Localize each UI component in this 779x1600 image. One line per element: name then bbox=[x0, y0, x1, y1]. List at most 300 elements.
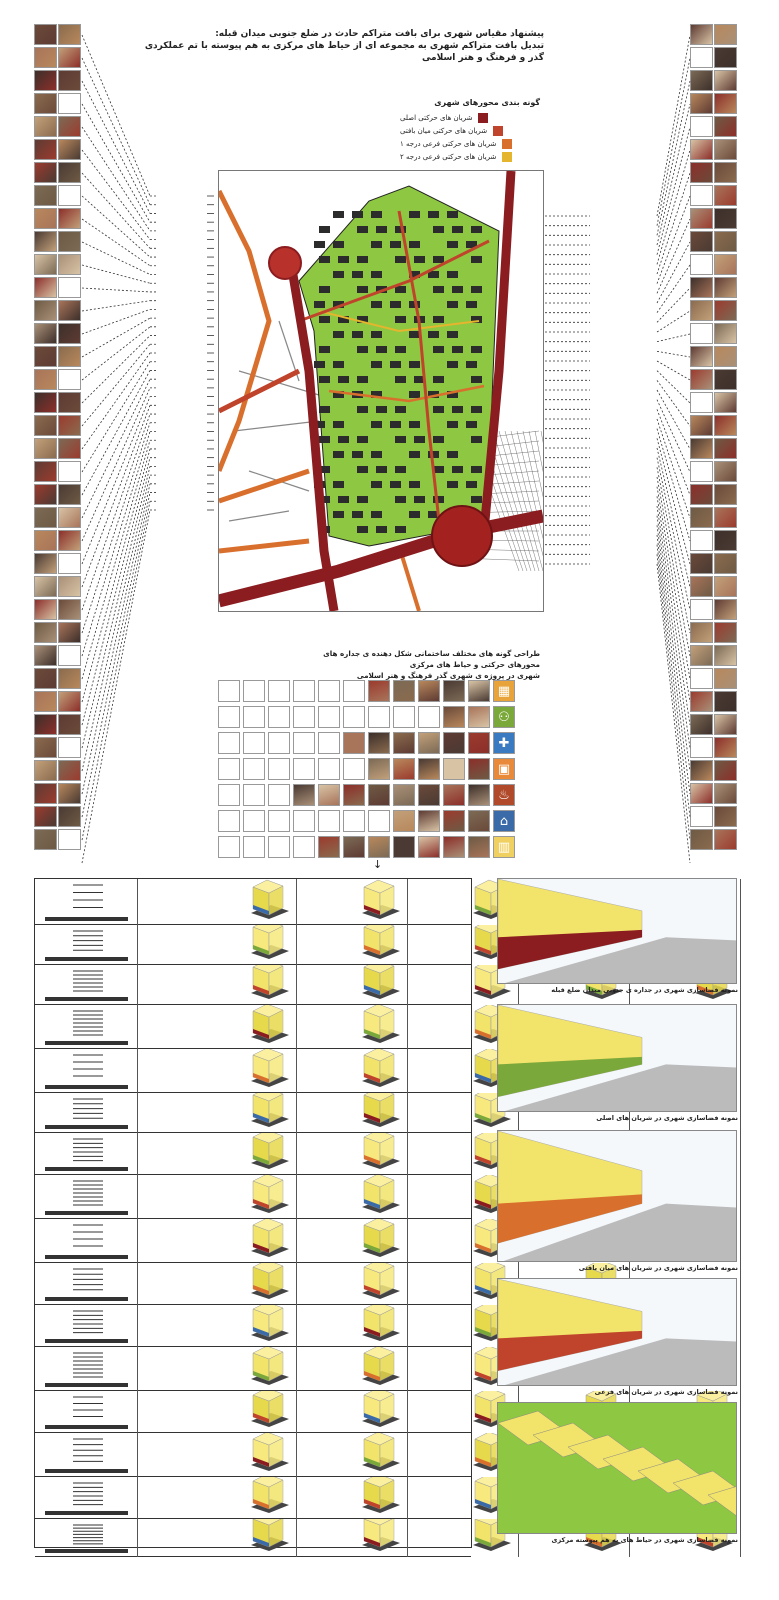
map-building bbox=[447, 361, 458, 368]
map-building bbox=[338, 256, 349, 263]
section-diagram bbox=[35, 1477, 138, 1519]
empty-photo-slot bbox=[268, 706, 290, 728]
map-building bbox=[333, 451, 344, 458]
building-type-model bbox=[352, 1219, 408, 1263]
street-perspective-render bbox=[497, 1130, 737, 1262]
map-building bbox=[447, 481, 458, 488]
map-building bbox=[333, 241, 344, 248]
table-row bbox=[35, 1133, 471, 1175]
map-building bbox=[352, 211, 363, 218]
map-building bbox=[471, 346, 482, 353]
table-row bbox=[35, 1347, 471, 1391]
empty-photo-slot bbox=[343, 706, 365, 728]
medical-icon: ✚ bbox=[493, 732, 515, 754]
map-building bbox=[314, 361, 325, 368]
map-building bbox=[376, 226, 387, 233]
empty-photo-slot bbox=[418, 706, 440, 728]
map-building bbox=[376, 526, 387, 533]
map-building bbox=[357, 496, 368, 503]
building-type-model bbox=[241, 1305, 297, 1347]
building-type-model bbox=[352, 1093, 408, 1133]
map-building bbox=[333, 361, 344, 368]
map-building bbox=[376, 406, 387, 413]
empty-photo-slot bbox=[293, 836, 315, 858]
map-building bbox=[371, 511, 382, 518]
shop-icon: ▦ bbox=[493, 680, 515, 702]
function-photo bbox=[368, 758, 390, 780]
empty-photo-slot bbox=[343, 810, 365, 832]
function-photo bbox=[443, 758, 465, 780]
table-row bbox=[35, 1433, 471, 1477]
legend-item bbox=[400, 124, 540, 137]
map-roundabout bbox=[432, 506, 492, 566]
function-photo bbox=[393, 758, 415, 780]
empty-photo-slot bbox=[268, 680, 290, 702]
table-row bbox=[35, 925, 471, 965]
map-building bbox=[371, 361, 382, 368]
empty-photo-slot bbox=[218, 732, 240, 754]
section-diagram bbox=[35, 1347, 138, 1391]
site-map bbox=[218, 170, 544, 612]
section-diagram bbox=[35, 1519, 138, 1557]
building-type-model bbox=[241, 1347, 297, 1391]
empty-photo-slot bbox=[293, 680, 315, 702]
leader-line bbox=[82, 484, 150, 794]
map-building bbox=[395, 376, 406, 383]
empty-photo-slot bbox=[218, 784, 240, 806]
function-photo bbox=[468, 836, 490, 858]
building-type-model bbox=[241, 1133, 297, 1175]
building-type-model bbox=[352, 1347, 408, 1391]
empty-photo-slot bbox=[218, 680, 240, 702]
function-photo bbox=[468, 732, 490, 754]
street-perspective-render bbox=[497, 1402, 737, 1534]
function-photo bbox=[443, 810, 465, 832]
leader-line bbox=[657, 554, 690, 840]
function-photo bbox=[318, 836, 340, 858]
map-building bbox=[371, 241, 382, 248]
building-type-model bbox=[352, 1477, 408, 1519]
building-type-model bbox=[352, 1519, 408, 1557]
function-photo bbox=[293, 784, 315, 806]
empty-photo-slot bbox=[243, 732, 265, 754]
empty-photo-slot bbox=[243, 706, 265, 728]
function-photo bbox=[443, 706, 465, 728]
function-photo bbox=[368, 680, 390, 702]
empty-photo-slot bbox=[293, 706, 315, 728]
empty-photo-slot bbox=[243, 680, 265, 702]
map-building bbox=[319, 436, 330, 443]
empty-photo-slot bbox=[318, 758, 340, 780]
map-building bbox=[357, 286, 368, 293]
leader-line bbox=[82, 353, 150, 449]
leader-line bbox=[82, 344, 150, 426]
map-building bbox=[357, 226, 368, 233]
map-building bbox=[409, 391, 420, 398]
leader-line bbox=[657, 429, 690, 541]
building-type-model bbox=[352, 1049, 408, 1093]
function-photo bbox=[393, 680, 415, 702]
building-type-model bbox=[352, 1175, 408, 1219]
table-row bbox=[35, 1219, 471, 1263]
leader-line bbox=[82, 493, 150, 817]
map-building bbox=[433, 436, 444, 443]
map-building bbox=[371, 301, 382, 308]
building-type-model bbox=[352, 925, 408, 965]
building-type-model bbox=[241, 879, 297, 925]
map-building bbox=[371, 271, 382, 278]
table-row bbox=[35, 879, 471, 925]
empty-photo-slot bbox=[318, 680, 340, 702]
map-building bbox=[352, 271, 363, 278]
restaurant-icon: ♨ bbox=[493, 784, 515, 806]
map-building bbox=[409, 331, 420, 338]
building-type-model bbox=[352, 1263, 408, 1305]
map-building bbox=[433, 346, 444, 353]
map-building bbox=[471, 376, 482, 383]
section-diagram bbox=[35, 1133, 138, 1175]
map-building bbox=[338, 436, 349, 443]
map-building bbox=[433, 226, 444, 233]
legend-item-label: شریان های حرکتی فرعی درجه ۱ bbox=[400, 139, 497, 148]
empty-photo-slot bbox=[343, 680, 365, 702]
gallery-icon: ▣ bbox=[493, 758, 515, 780]
map-building bbox=[471, 226, 482, 233]
empty-photo-slot bbox=[318, 706, 340, 728]
table-row bbox=[35, 1049, 471, 1093]
empty-photo-slot bbox=[293, 732, 315, 754]
map-building bbox=[357, 406, 368, 413]
legend-item-label: شریان های حرکتی اصلی bbox=[400, 113, 473, 122]
legend-item bbox=[400, 111, 540, 124]
legend-item-label: شریان های حرکتی میان بافتی bbox=[400, 126, 488, 135]
empty-photo-slot bbox=[293, 758, 315, 780]
building-type-model bbox=[352, 1005, 408, 1049]
map-building bbox=[357, 526, 368, 533]
section-diagram bbox=[35, 1219, 138, 1263]
leader-line bbox=[82, 288, 150, 292]
leader-line bbox=[82, 309, 150, 334]
map-building bbox=[433, 316, 444, 323]
map-building bbox=[371, 211, 382, 218]
empty-photo-slot bbox=[268, 758, 290, 780]
map-building bbox=[452, 226, 463, 233]
map-building bbox=[409, 361, 420, 368]
down-arrow: ↓ bbox=[373, 858, 383, 871]
leader-line bbox=[657, 545, 690, 817]
street-perspective-render bbox=[497, 878, 737, 984]
map-building bbox=[338, 376, 349, 383]
map-building bbox=[319, 226, 330, 233]
section-diagram bbox=[35, 1433, 138, 1477]
function-photo bbox=[368, 784, 390, 806]
map-building bbox=[357, 346, 368, 353]
function-photo bbox=[468, 810, 490, 832]
map-building bbox=[333, 331, 344, 338]
function-photo bbox=[443, 784, 465, 806]
table-row bbox=[35, 1005, 471, 1049]
map-building bbox=[414, 256, 425, 263]
empty-photo-slot bbox=[318, 810, 340, 832]
leader-line bbox=[657, 351, 690, 357]
function-photo bbox=[368, 732, 390, 754]
building-type-model bbox=[352, 1433, 408, 1477]
leader-line bbox=[82, 510, 150, 863]
building-type-model bbox=[352, 1391, 408, 1433]
table-row bbox=[35, 1519, 471, 1557]
map-building bbox=[371, 331, 382, 338]
map-building bbox=[390, 301, 401, 308]
map-building bbox=[433, 286, 444, 293]
map-building bbox=[319, 286, 330, 293]
map-roundabout bbox=[269, 247, 301, 279]
leader-line bbox=[82, 362, 150, 472]
empty-photo-slot bbox=[343, 758, 365, 780]
render-caption: نمونه فضاسازی شهری در شریان های اصلی bbox=[596, 1114, 738, 1122]
empty-photo-slot bbox=[243, 836, 265, 858]
map-building bbox=[447, 211, 458, 218]
leader-line bbox=[82, 265, 150, 283]
map-building bbox=[357, 256, 368, 263]
empty-photo-slot bbox=[268, 810, 290, 832]
leader-line bbox=[657, 525, 690, 771]
section-diagram bbox=[35, 879, 138, 925]
legend-swatch bbox=[493, 126, 503, 136]
function-photo bbox=[418, 810, 440, 832]
section-diagram bbox=[35, 1391, 138, 1433]
leader-line bbox=[82, 35, 150, 196]
map-building bbox=[395, 316, 406, 323]
section-diagram bbox=[35, 1175, 138, 1219]
map-building bbox=[395, 436, 406, 443]
leader-line bbox=[82, 318, 150, 357]
map-building bbox=[466, 361, 477, 368]
map-building bbox=[376, 346, 387, 353]
leader-line bbox=[657, 458, 690, 610]
leader-line bbox=[82, 242, 150, 275]
map-building bbox=[333, 481, 344, 488]
leader-line bbox=[82, 301, 150, 311]
render-caption: نمونه فضاسازی شهری در شریان های میان بافتی bbox=[578, 1264, 738, 1272]
building-type-model bbox=[241, 1175, 297, 1219]
map-building bbox=[452, 286, 463, 293]
map-building bbox=[352, 451, 363, 458]
map-building bbox=[452, 406, 463, 413]
map-building bbox=[447, 421, 458, 428]
function-photo bbox=[343, 784, 365, 806]
function-photo bbox=[343, 732, 365, 754]
leader-line bbox=[657, 219, 690, 293]
building-type-model bbox=[241, 1391, 297, 1433]
map-building bbox=[471, 496, 482, 503]
leader-line bbox=[657, 438, 690, 564]
building-type-model bbox=[241, 1263, 297, 1305]
section-diagram bbox=[35, 965, 138, 1005]
map-building bbox=[471, 436, 482, 443]
leader-line bbox=[657, 400, 690, 472]
map-building bbox=[333, 511, 344, 518]
function-photo bbox=[468, 784, 490, 806]
leader-line bbox=[82, 397, 150, 564]
legend-item bbox=[400, 137, 540, 150]
map-building bbox=[428, 211, 439, 218]
map-building bbox=[447, 241, 458, 248]
leader-line bbox=[82, 501, 150, 840]
empty-photo-slot bbox=[243, 784, 265, 806]
map-building bbox=[352, 331, 363, 338]
building-types-table bbox=[34, 878, 472, 1548]
map-building bbox=[390, 421, 401, 428]
map-building bbox=[333, 421, 344, 428]
function-photo bbox=[418, 680, 440, 702]
section-description-line-1: طراحی گونه های مختلف ساختمانی شکل دهنده ی جداره های محورهای حرکتی و حیاط های مرکزی bbox=[323, 649, 540, 669]
hotel-icon: ▥ bbox=[493, 836, 515, 858]
header-line-2: تبدیل بافت متراکم شهری به مجموعه ای از حیاط های مرکزی به هم پیوسته با تم عملکردی bbox=[144, 41, 544, 51]
header-line-1: پیشنهاد مقیاس شهری برای بافت متراکم حادث در ضلع جنوبی میدان قبله: bbox=[215, 29, 544, 39]
leader-line bbox=[82, 173, 150, 248]
legend-swatch bbox=[502, 139, 512, 149]
map-building bbox=[319, 376, 330, 383]
function-photo bbox=[318, 784, 340, 806]
function-photo bbox=[393, 810, 415, 832]
empty-photo-slot bbox=[318, 732, 340, 754]
map-building bbox=[371, 451, 382, 458]
table-row bbox=[35, 1093, 471, 1133]
empty-photo-slot bbox=[393, 706, 415, 728]
home-icon: ⌂ bbox=[493, 810, 515, 832]
building-type-model bbox=[352, 965, 408, 1005]
leader-line bbox=[657, 58, 690, 226]
map-building bbox=[357, 466, 368, 473]
empty-photo-slot bbox=[218, 758, 240, 780]
section-diagram bbox=[35, 925, 138, 965]
map-building bbox=[447, 331, 458, 338]
building-type-model bbox=[352, 1133, 408, 1175]
legend-swatch bbox=[502, 152, 512, 162]
render-caption: نمونه فضاسازی شهری در حیاط های به هم پیوسته مرکزی bbox=[551, 1536, 738, 1544]
map-building bbox=[357, 436, 368, 443]
leader-line bbox=[82, 81, 150, 213]
leader-line bbox=[657, 334, 690, 342]
table-row bbox=[35, 1391, 471, 1433]
building-type-model bbox=[241, 1049, 297, 1093]
empty-photo-slot bbox=[268, 732, 290, 754]
legend-item-label: شریان های حرکتی فرعی درجه ۲ bbox=[400, 152, 497, 161]
leader-line bbox=[657, 81, 690, 235]
street-perspective-render bbox=[497, 1278, 737, 1386]
function-photo bbox=[418, 784, 440, 806]
leader-line bbox=[82, 127, 150, 231]
function-photo bbox=[468, 680, 490, 702]
map-building bbox=[376, 466, 387, 473]
map-building bbox=[433, 376, 444, 383]
map-building bbox=[319, 346, 330, 353]
empty-photo-slot bbox=[243, 758, 265, 780]
leader-line bbox=[82, 327, 150, 380]
leader-line bbox=[657, 150, 690, 264]
leader-line bbox=[82, 449, 150, 702]
empty-photo-slot bbox=[218, 810, 240, 832]
leader-line bbox=[82, 423, 150, 633]
render-caption: نمونه فضاسازی شهری در جداره ی جنوبی میدان ضلع قبله bbox=[551, 986, 738, 994]
empty-photo-slot bbox=[293, 810, 315, 832]
function-photo bbox=[343, 836, 365, 858]
empty-photo-slot bbox=[268, 784, 290, 806]
leader-line bbox=[82, 58, 150, 205]
map-building bbox=[409, 211, 420, 218]
map-building bbox=[447, 451, 458, 458]
map-building bbox=[452, 346, 463, 353]
map-building bbox=[371, 481, 382, 488]
section-diagram bbox=[35, 1005, 138, 1049]
function-photo bbox=[468, 758, 490, 780]
empty-photo-slot bbox=[218, 706, 240, 728]
legend-title: گونه بندی محورهای شهری bbox=[434, 98, 540, 107]
map-building bbox=[395, 406, 406, 413]
table-row bbox=[35, 1477, 471, 1519]
section-diagram bbox=[35, 1263, 138, 1305]
building-type-model bbox=[241, 1219, 297, 1263]
function-photo bbox=[393, 836, 415, 858]
map-building bbox=[466, 421, 477, 428]
legend-swatch bbox=[478, 113, 488, 123]
map-building bbox=[319, 406, 330, 413]
building-type-model bbox=[241, 925, 297, 965]
function-photo bbox=[443, 836, 465, 858]
function-photo bbox=[393, 732, 415, 754]
section-description-line-2: شهری در پروژه ی شهری گذر فرهنگ و هنر اسلامی bbox=[356, 671, 540, 680]
map-building bbox=[409, 241, 420, 248]
map-building bbox=[395, 466, 406, 473]
map-building bbox=[319, 316, 330, 323]
building-type-model bbox=[241, 965, 297, 1005]
map-building bbox=[314, 301, 325, 308]
section-diagram bbox=[35, 1305, 138, 1347]
function-photo bbox=[443, 680, 465, 702]
map-building bbox=[428, 331, 439, 338]
map-building bbox=[466, 301, 477, 308]
building-type-model bbox=[352, 879, 408, 925]
map-building bbox=[428, 451, 439, 458]
map-building bbox=[395, 526, 406, 533]
building-type-model bbox=[241, 1519, 297, 1557]
map-building bbox=[357, 376, 368, 383]
map-building bbox=[433, 496, 444, 503]
leader-line bbox=[82, 475, 150, 771]
section-description bbox=[300, 648, 540, 681]
function-photo bbox=[418, 732, 440, 754]
table-row bbox=[35, 965, 471, 1005]
map-building bbox=[471, 406, 482, 413]
empty-photo-slot bbox=[268, 836, 290, 858]
empty-photo-slot bbox=[368, 810, 390, 832]
map-building bbox=[333, 211, 344, 218]
building-type-model bbox=[241, 1093, 297, 1133]
map-building bbox=[319, 256, 330, 263]
map-building bbox=[390, 241, 401, 248]
map-building bbox=[409, 421, 420, 428]
map-building bbox=[390, 361, 401, 368]
table-row bbox=[35, 1305, 471, 1347]
section-diagram bbox=[35, 1093, 138, 1133]
leader-line bbox=[82, 466, 150, 748]
map-building bbox=[409, 451, 420, 458]
legend bbox=[400, 98, 540, 163]
building-type-model bbox=[241, 1433, 297, 1477]
map-building bbox=[395, 256, 406, 263]
leader-line bbox=[657, 265, 690, 313]
legend-item bbox=[400, 150, 540, 163]
